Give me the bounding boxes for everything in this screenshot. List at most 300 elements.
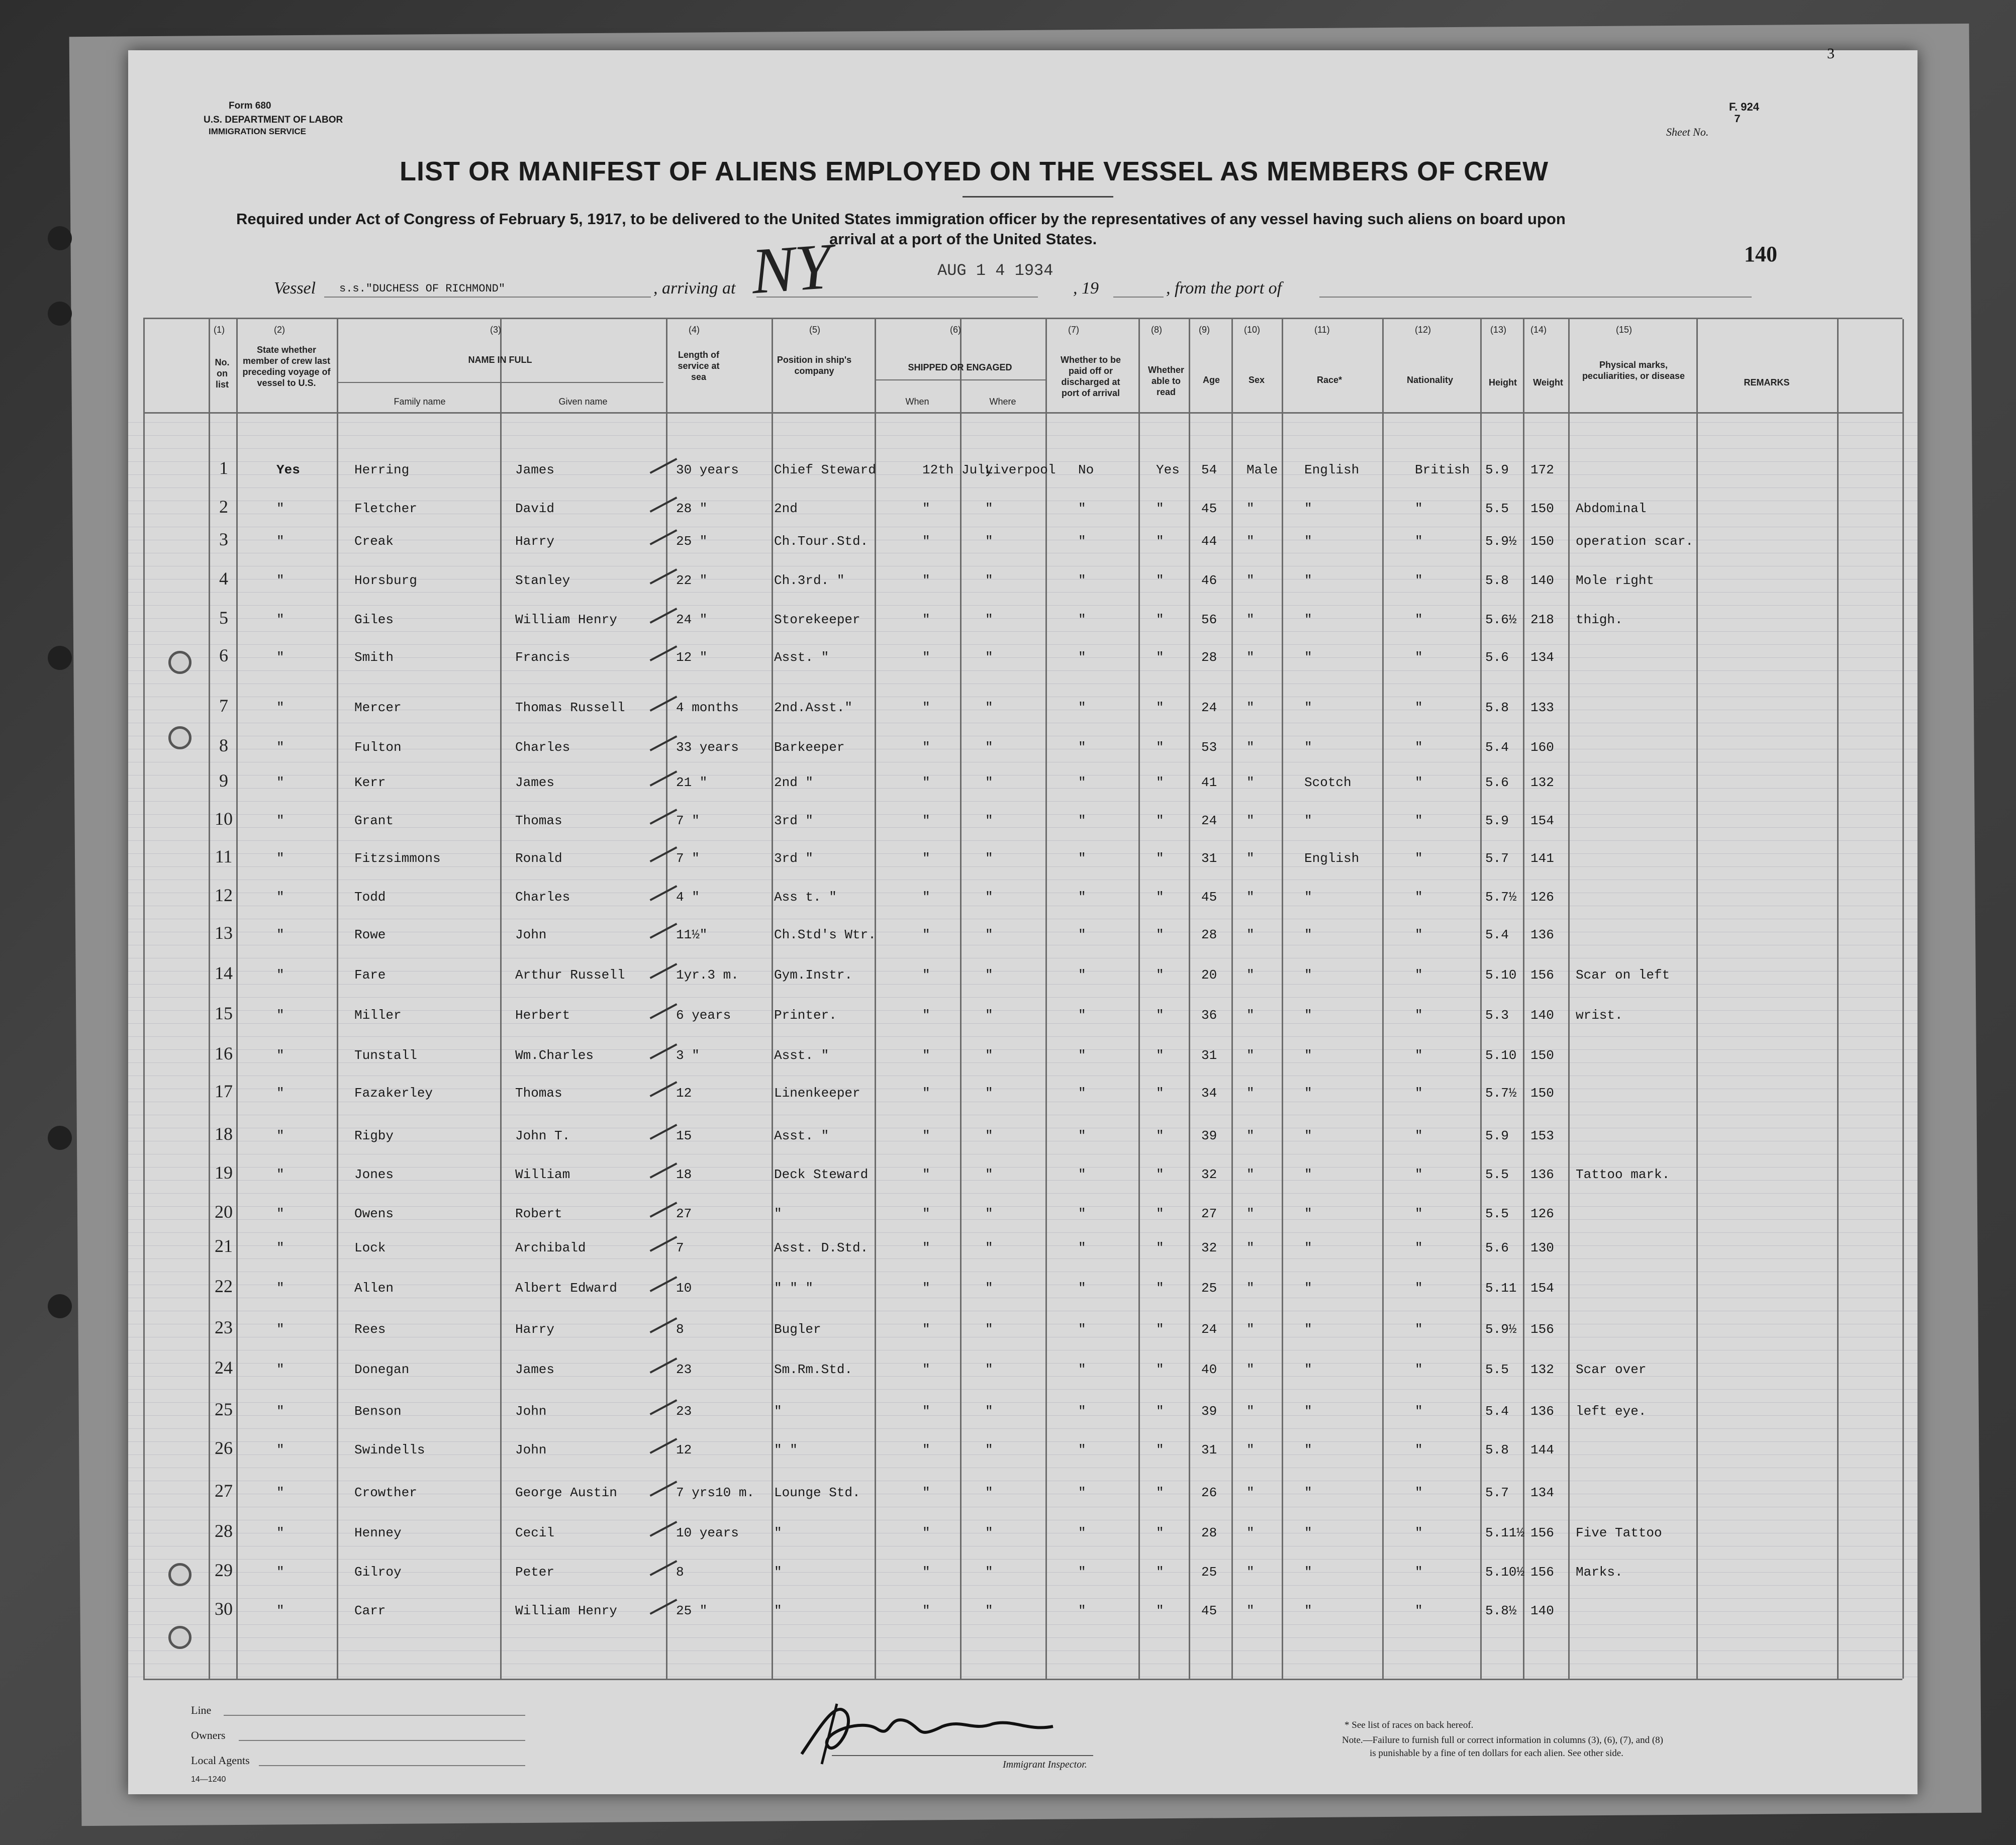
binder-hole <box>48 1126 72 1150</box>
cell-given: Harry <box>515 1322 555 1337</box>
cell-service: 24 " <box>676 612 708 627</box>
cell-nat: " <box>1415 612 1423 627</box>
row-number: 15 <box>215 1003 233 1023</box>
cell-read: " <box>1156 1008 1164 1023</box>
cell-read: " <box>1156 1281 1164 1296</box>
cell-read: " <box>1156 1404 1164 1419</box>
cell-when: " <box>922 1167 930 1182</box>
cell-paid: " <box>1078 1128 1086 1143</box>
row-number: 27 <box>215 1481 233 1501</box>
cell-given: Herbert <box>515 1008 570 1023</box>
cell-paid: " <box>1078 740 1086 755</box>
cell-service: 7 yrs10 m. <box>676 1485 755 1500</box>
cell-position: Asst. " <box>774 1128 829 1143</box>
cell-height: 5.5 <box>1485 1206 1509 1221</box>
cell-when: " <box>922 890 930 905</box>
grid-line <box>128 788 1917 789</box>
header-physical-marks: Physical marks, peculiarities, or disease <box>1582 360 1685 381</box>
service: IMMIGRATION SERVICE <box>209 127 306 136</box>
column-rule <box>1231 319 1233 1679</box>
row-number: 25 <box>215 1399 233 1419</box>
cell-position: " <box>774 1603 782 1618</box>
grid-line <box>128 840 1917 841</box>
cell-weight: 150 <box>1530 1048 1554 1063</box>
cell-nat: " <box>1415 1485 1423 1500</box>
cell-nat: " <box>1415 650 1423 665</box>
cell-sex: " <box>1246 1206 1255 1221</box>
row-number: 28 <box>215 1521 233 1541</box>
cell-weight: 172 <box>1530 462 1554 477</box>
cell-race: " <box>1304 1048 1312 1063</box>
page-title: LIST OR MANIFEST OF ALIENS EMPLOYED ON THE VESSEL AS MEMBERS OF CREW <box>400 156 1549 186</box>
cell-nat: " <box>1415 1048 1423 1063</box>
cell-age: 20 <box>1201 967 1217 983</box>
footer-form-code: 14—1240 <box>191 1775 226 1784</box>
cell-nat: " <box>1415 890 1423 905</box>
cell-race: " <box>1304 1442 1312 1458</box>
header-age: Age <box>1202 375 1220 385</box>
header-service: Length of service at sea <box>678 350 720 382</box>
cell-when: " <box>922 967 930 983</box>
check-tick <box>650 1202 678 1218</box>
cell-family: Fare <box>354 967 386 983</box>
grid-line <box>128 984 1917 985</box>
cell-read: " <box>1156 501 1164 516</box>
cell-nat: " <box>1415 775 1423 790</box>
cell-position: 3rd " <box>774 851 814 866</box>
cell-race: " <box>1304 890 1312 905</box>
check-tick <box>650 809 678 825</box>
header-bottom-rule <box>143 412 1902 414</box>
cell-family: Fazakerley <box>354 1086 433 1101</box>
cell-nat: " <box>1415 700 1423 715</box>
check-tick <box>650 568 678 585</box>
header-sex: Sex <box>1248 375 1265 385</box>
column-number: (1) <box>214 325 225 335</box>
cell-when: " <box>922 851 930 866</box>
cell-given: Stanley <box>515 573 570 588</box>
cell-prev: " <box>276 740 284 755</box>
cell-position: Storekeeper <box>774 612 860 627</box>
cell-service: 10 <box>676 1281 692 1296</box>
cell-weight: 126 <box>1530 890 1554 905</box>
check-tick <box>650 1481 678 1497</box>
grid-line <box>128 1232 1917 1233</box>
cell-weight: 156 <box>1530 1322 1554 1337</box>
cell-given: Archibald <box>515 1240 586 1255</box>
cell-read: " <box>1156 1240 1164 1255</box>
footer-agents-rule <box>259 1765 525 1766</box>
cell-nat: " <box>1415 1008 1423 1023</box>
cell-position: 3rd " <box>774 813 814 828</box>
cell-prev: " <box>276 650 284 665</box>
cell-nat: " <box>1415 1206 1423 1221</box>
cell-prev: " <box>276 1322 284 1337</box>
grid-line <box>128 1036 1917 1037</box>
cell-service: 7 <box>676 1240 684 1255</box>
cell-read: Yes <box>1156 462 1180 477</box>
cell-sex: Male <box>1246 462 1278 477</box>
cell-race: " <box>1304 1008 1312 1023</box>
cell-weight: 134 <box>1530 1485 1554 1500</box>
cell-family: Horsburg <box>354 573 417 588</box>
cell-read: " <box>1156 1167 1164 1182</box>
cell-given: Wm.Charles <box>515 1048 594 1063</box>
cell-prev: " <box>276 612 284 627</box>
cell-where: " <box>985 700 993 715</box>
cell-when: " <box>922 1404 930 1419</box>
column-number: (13) <box>1490 325 1507 335</box>
check-tick <box>650 770 678 787</box>
grid-line <box>128 657 1917 658</box>
cell-age: 45 <box>1201 501 1217 516</box>
cell-race: " <box>1304 700 1312 715</box>
grid-line <box>128 1245 1917 1246</box>
check-tick <box>650 1317 678 1333</box>
cell-nat: " <box>1415 851 1423 866</box>
column-rule <box>1902 319 1904 1679</box>
cell-where: " <box>985 573 993 588</box>
cell-sex: " <box>1246 890 1255 905</box>
cell-race: " <box>1304 1603 1312 1618</box>
grid-line <box>128 1624 1917 1625</box>
cell-family: Owens <box>354 1206 394 1221</box>
cell-service: 10 years <box>676 1525 739 1540</box>
cell-given: Harry <box>515 534 555 549</box>
cell-service: 8 <box>676 1322 684 1337</box>
cell-prev: " <box>276 890 284 905</box>
cell-service: 28 " <box>676 501 708 516</box>
cell-sex: " <box>1246 1086 1255 1101</box>
cell-when: " <box>922 1206 930 1221</box>
cell-marks: Five Tattoo <box>1576 1525 1662 1540</box>
binder-hole <box>48 1294 72 1318</box>
cell-read: " <box>1156 1525 1164 1540</box>
column-number: (7) <box>1068 325 1079 335</box>
grid-line <box>128 422 1917 423</box>
cell-race: " <box>1304 1281 1312 1296</box>
cell-prev: " <box>276 813 284 828</box>
header-race: Race* <box>1316 375 1342 385</box>
row-number: 16 <box>215 1043 233 1063</box>
cell-prev: " <box>276 967 284 983</box>
column-rule <box>960 319 962 1679</box>
header-no: No. on list <box>215 357 230 390</box>
cell-age: 28 <box>1201 927 1217 942</box>
cell-where: " <box>985 534 993 549</box>
cell-given: John <box>515 927 547 942</box>
footer-line-rule <box>224 1715 525 1716</box>
cell-prev: " <box>276 1167 284 1182</box>
column-rule <box>1282 319 1283 1679</box>
header-nationality: Nationality <box>1406 375 1453 385</box>
check-tick <box>650 497 678 513</box>
cell-sex: " <box>1246 1128 1255 1143</box>
cell-position: Ch.Std's Wtr. <box>774 927 876 942</box>
cell-service: 11½" <box>676 927 708 942</box>
cell-position: Asst. D.Std. <box>774 1240 869 1255</box>
grid-line <box>128 827 1917 828</box>
cell-race: " <box>1304 501 1312 516</box>
cell-when: " <box>922 1485 930 1500</box>
cell-where: " <box>985 1281 993 1296</box>
shipped-sub-rule <box>875 379 1045 380</box>
column-number: (4) <box>689 325 700 335</box>
grid-line <box>128 1219 1917 1220</box>
cell-paid: " <box>1078 927 1086 942</box>
cell-sex: " <box>1246 700 1255 715</box>
cell-prev: " <box>276 1565 284 1580</box>
cell-prev: " <box>276 573 284 588</box>
grid-line <box>128 997 1917 998</box>
cell-paid: " <box>1078 1485 1086 1500</box>
cell-sex: " <box>1246 1404 1255 1419</box>
cell-given: Peter <box>515 1565 555 1580</box>
header-shipped: SHIPPED OR ENGAGED <box>908 362 1012 372</box>
cell-where: " <box>985 1565 993 1580</box>
cell-paid: " <box>1078 1322 1086 1337</box>
cell-prev: " <box>276 501 284 516</box>
cell-paid: " <box>1078 650 1086 665</box>
grid-line <box>128 814 1917 815</box>
sheet-value: 7 <box>1734 113 1741 126</box>
cell-read: " <box>1156 650 1164 665</box>
header-position: Position in ship's company <box>777 355 852 376</box>
row-number: 20 <box>215 1202 233 1222</box>
column-number: (6) <box>950 325 961 335</box>
check-tick <box>650 1521 678 1537</box>
cell-service: 12 <box>676 1442 692 1458</box>
column-rule <box>209 319 210 1679</box>
row-number: 19 <box>215 1162 233 1183</box>
header-given-name: Given name <box>558 397 608 407</box>
table-bottom-rule <box>143 1679 1902 1680</box>
cell-given: John <box>515 1404 547 1419</box>
cell-nat: " <box>1415 927 1423 942</box>
cell-weight: 136 <box>1530 1404 1554 1419</box>
cell-position: 2nd.Asst." <box>774 700 853 715</box>
cell-height: 5.3 <box>1485 1008 1509 1023</box>
cell-weight: 150 <box>1530 501 1554 516</box>
check-tick <box>650 1276 678 1292</box>
column-number: (9) <box>1199 325 1210 335</box>
cell-weight: 160 <box>1530 740 1554 755</box>
grid-line <box>128 644 1917 645</box>
cell-prev: " <box>276 1442 284 1458</box>
cell-prev: " <box>276 1281 284 1296</box>
check-tick <box>650 923 678 939</box>
header-where: Where <box>989 397 1016 407</box>
cell-position: Printer. <box>774 1008 837 1023</box>
row-number: 7 <box>219 696 228 716</box>
cell-read: " <box>1156 890 1164 905</box>
cell-marks: Scar on left <box>1576 967 1670 983</box>
cell-paid: " <box>1078 612 1086 627</box>
cell-height: 5.6½ <box>1485 612 1517 627</box>
row-number: 11 <box>215 846 233 866</box>
cell-when: " <box>922 573 930 588</box>
punch-hole <box>168 1626 191 1649</box>
vessel-label: Vessel <box>274 279 316 298</box>
column-number: (8) <box>1151 325 1162 335</box>
cell-age: 44 <box>1201 534 1217 549</box>
cell-when: " <box>922 813 930 828</box>
cell-given: Arthur Russell <box>515 967 625 983</box>
cell-read: " <box>1156 740 1164 755</box>
cell-read: " <box>1156 1565 1164 1580</box>
cell-sex: " <box>1246 1281 1255 1296</box>
cell-read: " <box>1156 775 1164 790</box>
cell-race: Scotch <box>1304 775 1352 790</box>
cell-nat: " <box>1415 1404 1423 1419</box>
cell-family: Tunstall <box>354 1048 417 1063</box>
cell-marks: Tattoo mark. <box>1576 1167 1670 1182</box>
row-number: 14 <box>215 963 233 983</box>
cell-sex: " <box>1246 740 1255 755</box>
table-top-rule <box>143 318 1902 319</box>
cell-nat: " <box>1415 1525 1423 1540</box>
cell-given: George Austin <box>515 1485 617 1500</box>
cell-read: " <box>1156 1442 1164 1458</box>
cell-position: 2nd <box>774 501 798 516</box>
row-number: 30 <box>215 1599 233 1619</box>
cell-position: " <box>774 1206 782 1221</box>
cell-where: Liverpool <box>985 462 1056 477</box>
cell-family: Smith <box>354 650 394 665</box>
column-rule <box>1480 319 1482 1679</box>
check-tick <box>650 1438 678 1454</box>
cell-service: 7 " <box>676 813 700 828</box>
cell-where: " <box>985 1086 993 1101</box>
check-tick <box>650 458 678 474</box>
cell-race: " <box>1304 612 1312 627</box>
row-number: 5 <box>219 608 228 628</box>
cell-service: 12 <box>676 1086 692 1101</box>
cell-family: Lock <box>354 1240 386 1255</box>
cell-read: " <box>1156 1048 1164 1063</box>
cell-where: " <box>985 1240 993 1255</box>
grid-line <box>128 1650 1917 1651</box>
cell-read: " <box>1156 534 1164 549</box>
cell-weight: 150 <box>1530 534 1554 549</box>
cell-position: Ch.Tour.Std. <box>774 534 869 549</box>
cell-family: Herring <box>354 462 410 477</box>
cell-height: 5.11½ <box>1485 1525 1525 1540</box>
cell-race: " <box>1304 1167 1312 1182</box>
cell-age: 41 <box>1201 775 1217 790</box>
cell-age: 27 <box>1201 1206 1217 1221</box>
cell-paid: " <box>1078 700 1086 715</box>
column-number: (15) <box>1616 325 1633 335</box>
cell-nat: " <box>1415 1281 1423 1296</box>
cell-when: " <box>922 1525 930 1540</box>
grid-line <box>128 1598 1917 1599</box>
cell-when: " <box>922 775 930 790</box>
cell-prev: " <box>276 775 284 790</box>
cell-when: " <box>922 1048 930 1063</box>
cell-height: 5.8½ <box>1485 1603 1517 1618</box>
column-rule <box>875 319 876 1679</box>
cell-race: " <box>1304 927 1312 942</box>
footer-line-label: Line <box>191 1704 212 1716</box>
cell-family: Todd <box>354 890 386 905</box>
cell-given: David <box>515 501 555 516</box>
cell-family: Fletcher <box>354 501 417 516</box>
cell-weight: 156 <box>1530 967 1554 983</box>
cell-when: " <box>922 1086 930 1101</box>
subtitle-line1: Required under Act of Congress of February 5, 1917, to be delivered to the United States immigration officer by the representatives of any vessel having such aliens on board upon <box>236 210 1566 228</box>
row-number: 6 <box>219 645 228 665</box>
cell-paid: No <box>1078 462 1094 477</box>
cell-age: 25 <box>1201 1281 1217 1296</box>
cell-service: 25 " <box>676 534 708 549</box>
cell-when: " <box>922 1128 930 1143</box>
grid-line <box>128 631 1917 632</box>
cell-where: " <box>985 1167 993 1182</box>
cell-where: " <box>985 1322 993 1337</box>
cell-sex: " <box>1246 1525 1255 1540</box>
cell-service: 8 <box>676 1565 684 1580</box>
cell-read: " <box>1156 1362 1164 1377</box>
row-number: 24 <box>215 1357 233 1378</box>
grid-line <box>128 1206 1917 1207</box>
cell-marks: wrist. <box>1576 1008 1623 1023</box>
binder-hole <box>48 302 72 326</box>
cell-age: 31 <box>1201 1048 1217 1063</box>
cell-given: Ronald <box>515 851 562 866</box>
cell-when: " <box>922 501 930 516</box>
row-number: 4 <box>219 568 228 589</box>
vessel-rule <box>324 297 651 298</box>
footer-note-penalty: Note.—Failure to furnish full or correct information in columns (3), (6), (7), and (8) <box>1342 1735 1663 1745</box>
cell-race: English <box>1304 462 1360 477</box>
grid-line <box>128 1193 1917 1194</box>
column-number: (3) <box>490 325 501 335</box>
footer-agents-label: Local Agents <box>191 1754 250 1767</box>
cell-sex: " <box>1246 1603 1255 1618</box>
cell-weight: 144 <box>1530 1442 1554 1458</box>
grid-line <box>128 618 1917 619</box>
cell-weight: 154 <box>1530 813 1554 828</box>
footer-note-races: * See list of races on back hereof. <box>1345 1720 1474 1730</box>
cell-family: Crowther <box>354 1485 417 1500</box>
cell-marks: Abdominal <box>1576 501 1647 516</box>
cell-nat: " <box>1415 573 1423 588</box>
cell-position: Chief Steward <box>774 462 876 477</box>
sheet-label: Sheet No. <box>1666 126 1709 138</box>
cell-age: 24 <box>1201 700 1217 715</box>
grid-line <box>128 1402 1917 1403</box>
cell-nat: " <box>1415 1442 1423 1458</box>
cell-marks: Scar over <box>1576 1362 1647 1377</box>
cell-when: " <box>922 1603 930 1618</box>
column-number: (2) <box>274 325 285 335</box>
cell-sex: " <box>1246 967 1255 983</box>
cell-paid: " <box>1078 573 1086 588</box>
cell-age: 53 <box>1201 740 1217 755</box>
cell-paid: " <box>1078 890 1086 905</box>
cell-age: 26 <box>1201 1485 1217 1500</box>
cell-age: 56 <box>1201 612 1217 627</box>
column-rule <box>1568 319 1570 1679</box>
check-tick <box>650 1560 678 1576</box>
row-number: 10 <box>215 809 233 829</box>
cell-given: Thomas <box>515 1086 562 1101</box>
cell-age: 39 <box>1201 1128 1217 1143</box>
check-tick <box>650 1043 678 1059</box>
check-tick <box>650 645 678 661</box>
cell-read: " <box>1156 927 1164 942</box>
